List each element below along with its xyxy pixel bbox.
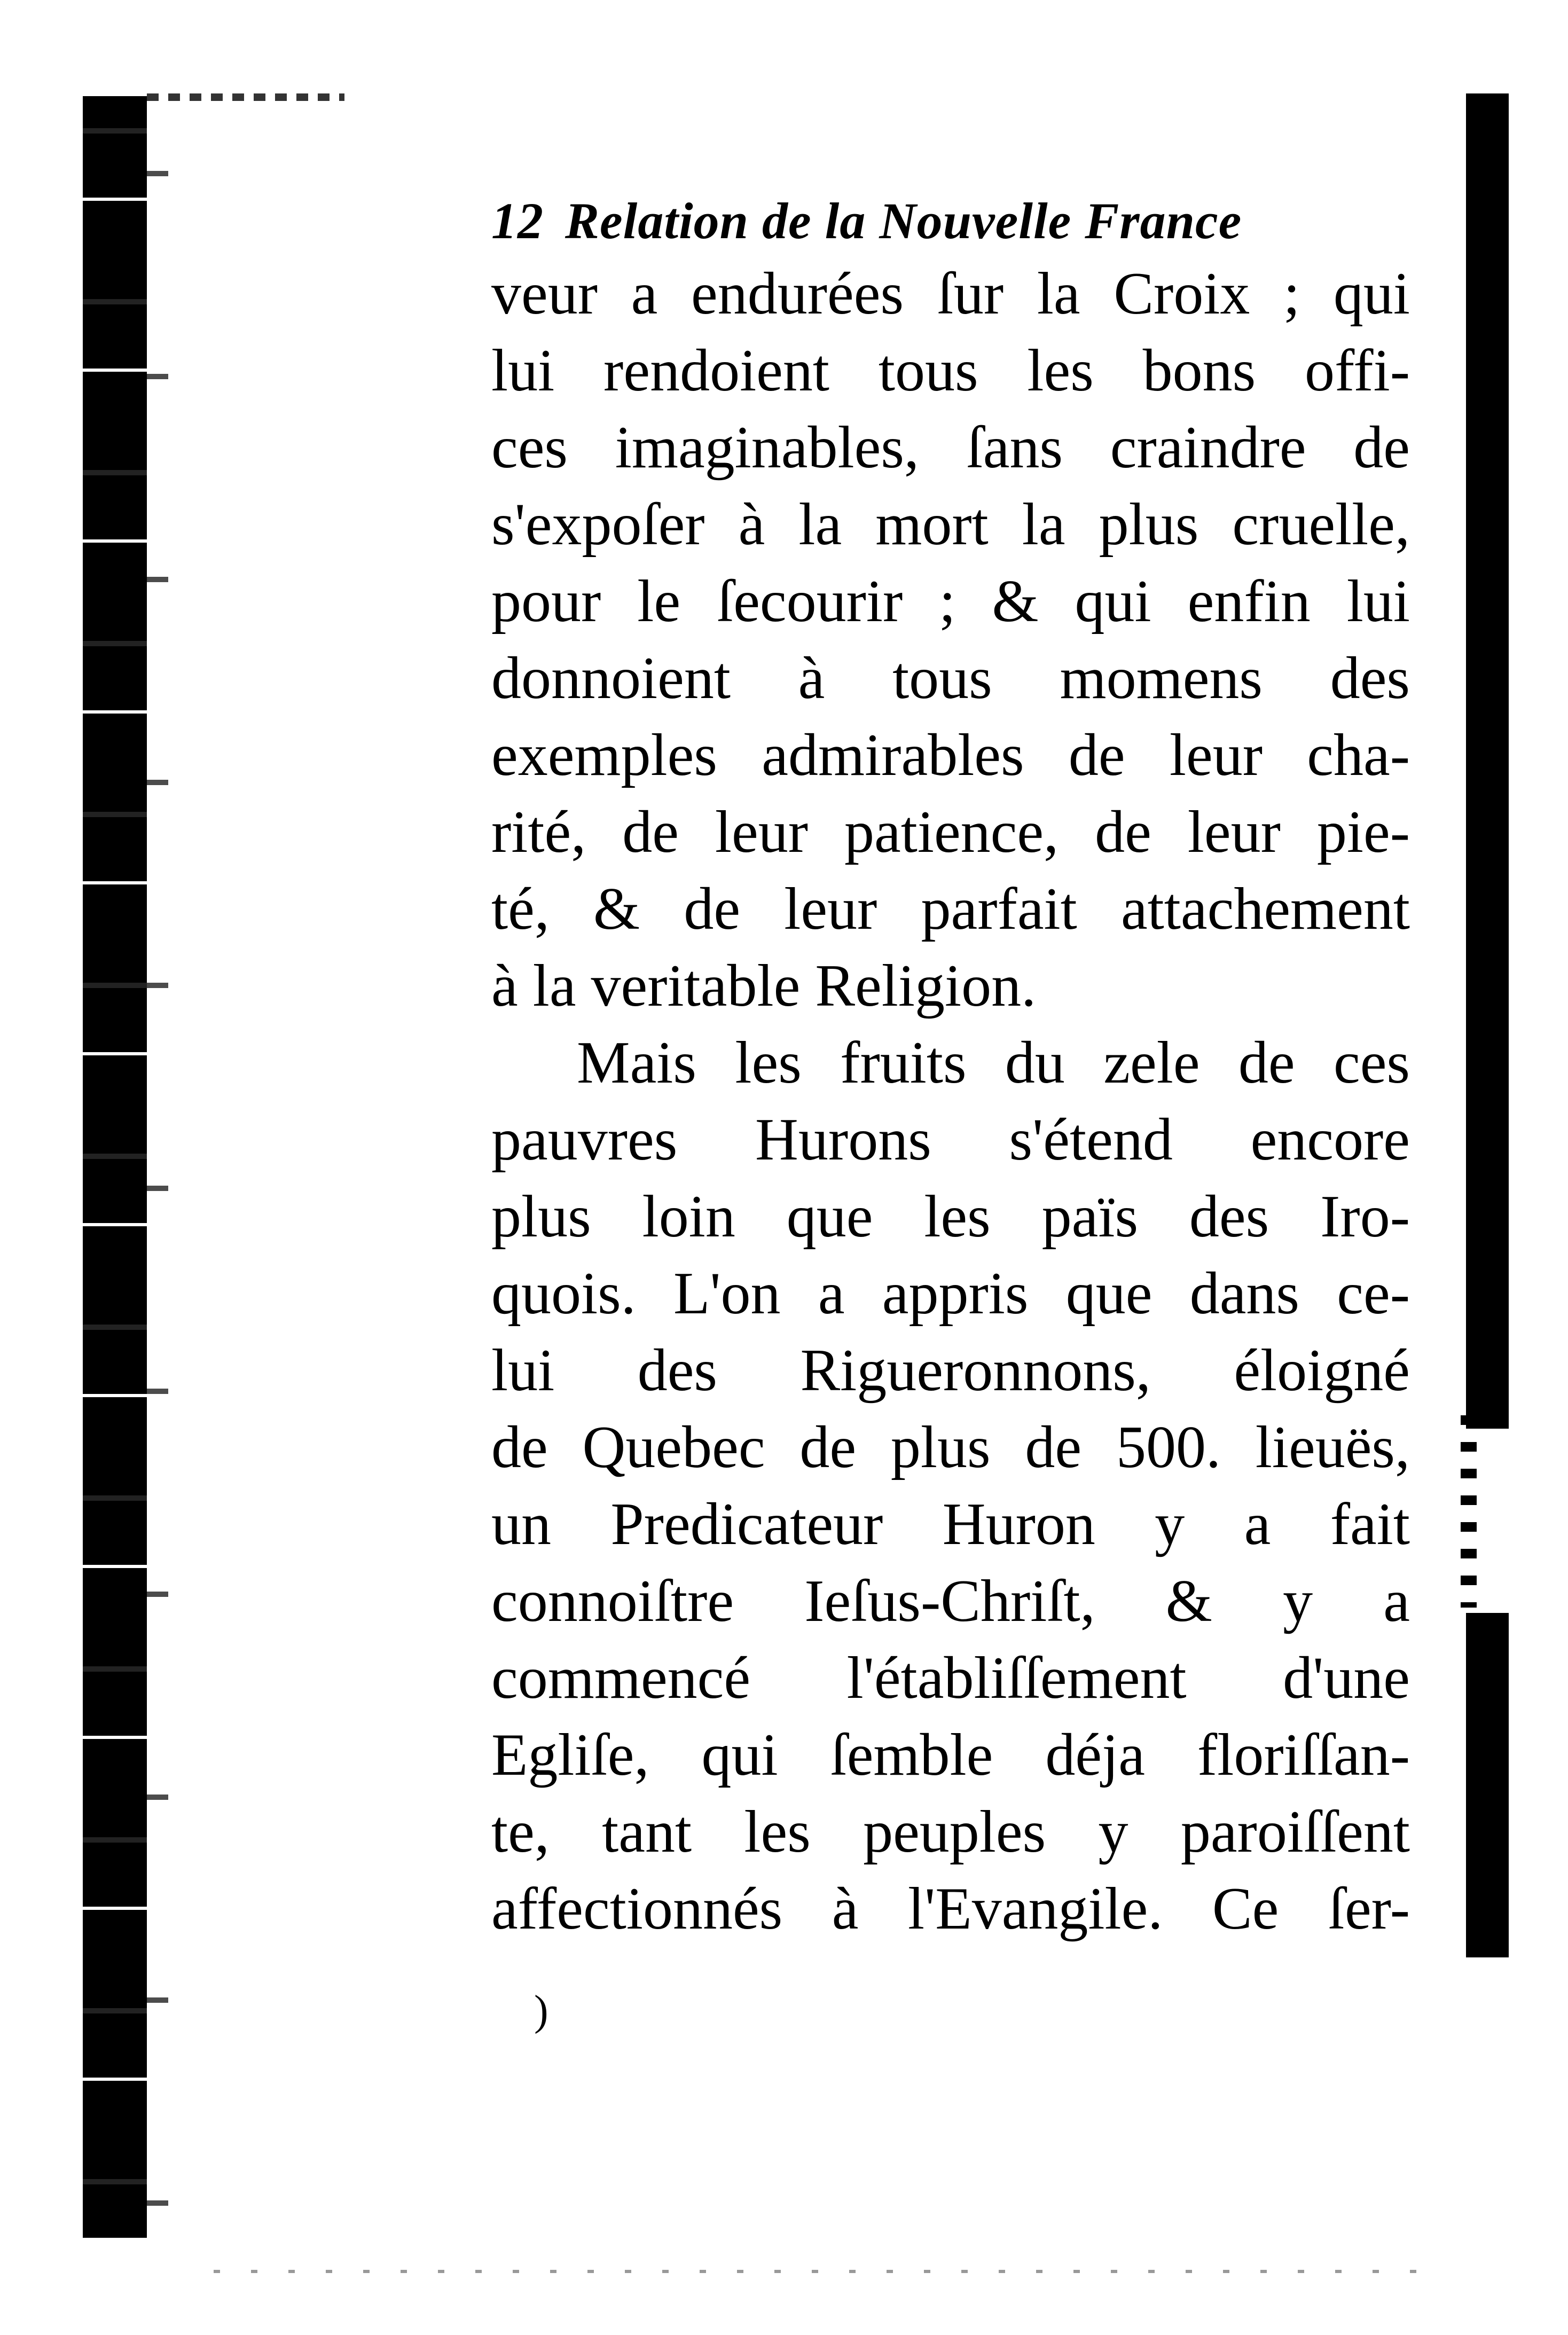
text-line: pour le ſecourir ; & qui enfin lui: [491, 568, 1410, 634]
page-edge-shadow-right-lower: [1466, 1613, 1509, 1957]
page-edge-shadow-right-upper: [1466, 93, 1509, 1429]
text-line: plus loin que les païs des Iro-: [491, 1184, 1410, 1250]
text-line: rité, de leur patience, de leur pie-: [491, 799, 1410, 865]
text-line: connoiſtre Ieſus-Chriſt, & y a: [491, 1568, 1410, 1634]
text-line: té, & de leur parfait attachement: [491, 876, 1410, 942]
text-line: exemples admirables de leur cha-: [491, 722, 1410, 788]
text-block: [491, 187, 1410, 1947]
running-title: Relation de la Nouvelle France: [565, 192, 1242, 249]
text-line: commencé l'établiſſement d'une: [491, 1645, 1410, 1711]
bottom-edge-specks: [214, 2270, 1442, 2273]
binding-specks-left: [147, 96, 168, 2238]
running-head: [491, 187, 1410, 255]
stray-ink-mark: ): [534, 1987, 548, 2034]
text-line: lui rendoient tous les bons offi-: [491, 338, 1410, 404]
text-line: à la veritable Religion.: [491, 953, 1037, 1019]
text-line: te, tant les peuples y paroiſſent: [491, 1799, 1410, 1865]
paragraph-first-line: Mais les fruits du zele de ces: [577, 1030, 1410, 1096]
text-line: Egliſe, qui ſemble déja floriſſan-: [491, 1722, 1410, 1788]
text-line: un Predicateur Huron y a fait: [491, 1491, 1410, 1557]
text-line: ces imaginables, ſans craindre de: [491, 414, 1410, 481]
text-line: de Quebec de plus de 500. lieuës,: [491, 1414, 1410, 1480]
text-line: s'expoſer à la mort la plus cruelle,: [491, 491, 1410, 558]
page-edge-specks-right: [1461, 1415, 1477, 1608]
text-line: veur a endurées ſur la Croix ; qui: [491, 261, 1410, 327]
text-line: affectionnés à l'Evangile. Ce ſer-: [491, 1876, 1410, 1942]
top-edge-specks: [147, 93, 344, 101]
text-line: lui des Rigueronnons, éloigné: [491, 1337, 1410, 1404]
text-line: pauvres Hurons s'étend encore: [491, 1107, 1410, 1173]
text-line: quois. L'on a appris que dans ce-: [491, 1260, 1410, 1327]
binding-shadow-left: [83, 96, 147, 2238]
text-line: donnoient à tous momens des: [491, 645, 1410, 711]
page-number: 12: [491, 192, 544, 249]
